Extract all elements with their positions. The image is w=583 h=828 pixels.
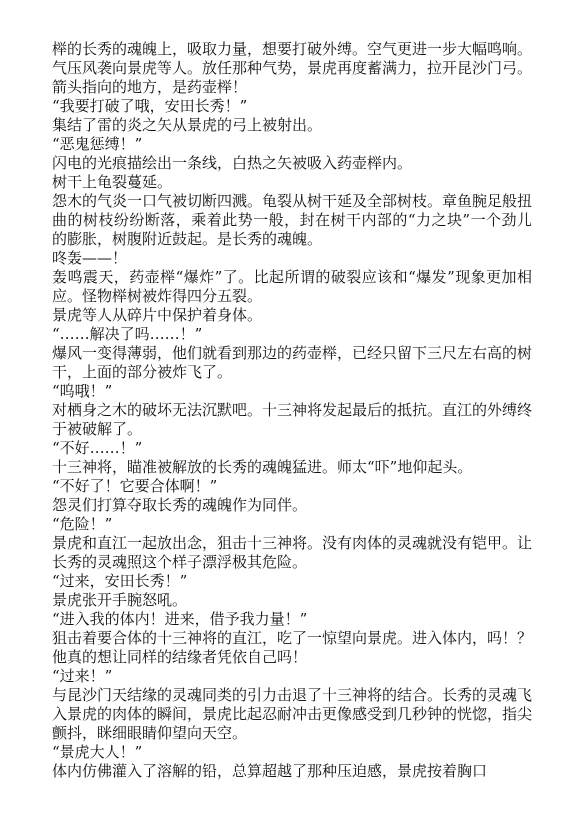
paragraph: 怨灵们打算夺取长秀的魂魄作为同伴。: [52, 496, 308, 514]
document-page: [52, 40, 532, 781]
paragraph: 对栖身之木的破坏无法沉默吧。十三神将发起最后的抵抗。直江的外缚终于被破解了。: [52, 401, 533, 438]
dialogue-line: “我要打破了哦，安田长秀！”: [52, 97, 248, 115]
paragraph: 狙击着要合体的十三神将的直江，吃了一惊望向景虎。进入体内，吗！？他真的想让同样的结缘者凭依自己吗！: [52, 629, 533, 666]
paragraph: 闪电的光痕描绘出一条线，白热之矢被吸入药壶榉内。: [52, 154, 413, 172]
sound-effect: 咚轰——！: [52, 249, 128, 267]
paragraph: 十三神将，瞄准被解放的长秀的魂魄猛进。师太“吓”地仰起头。: [52, 458, 473, 476]
dialogue-line: “恶鬼惩缚！”: [52, 135, 143, 153]
dialogue-line: “过来，安田长秀！”: [52, 572, 188, 590]
dialogue-line: “呜哦！”: [52, 382, 113, 400]
dialogue-line: “进入我的体内！进来，借予我力量！”: [52, 610, 308, 628]
paragraph: 爆风一变得薄弱，他们就看到那边的药壶榉，已经只留下三尺左右高的树干，上面的部分被炸飞了。: [52, 344, 533, 381]
dialogue-line: “危险！”: [52, 515, 113, 533]
paragraph: 怨木的气炎一口气被切断四溅。龟裂从树干延及全部树枝。章鱼腕足般扭曲的树枝纷纷断落，乘着此势一般，封在树干内部的“力之块”一个劲儿的膨胀，树腹附近鼓起。是长秀的魂魄。: [52, 192, 533, 248]
paragraph: 景虎和直江一起放出念，狙击十三神将。没有肉体的灵魂就没有铠甲。让长秀的灵魂照这个样子漂浮极其危险。: [52, 534, 533, 571]
paragraph: 榉的长秀的魂魄上，吸取力量，想要打破外缚。空气更进一步大幅鸣响。气压风袭向景虎等人。放任那种气势，景虎再度蓄满力，拉开昆沙门弓。箭头指向的地方，是药壶榉！: [52, 40, 533, 96]
paragraph: 景虎等人从碎片中保护着身体。: [52, 306, 263, 324]
paragraph: 轰鸣震天，药壶榉“爆炸”了。比起所谓的破裂应该和“爆发”现象更加相应。怪物榉树被炸得四分五裂。: [52, 268, 532, 305]
paragraph: 集结了雷的炎之矢从景虎的弓上被射出。: [52, 116, 323, 134]
paragraph: 与昆沙门天结缘的灵魂同类的引力击退了十三神将的结合。长秀的灵魂飞入景虎的肉体的瞬间，景虎比起忍耐冲击更像感受到几秒钟的恍惚，指尖颤抖，眯细眼睛仰望向天空。: [52, 686, 533, 742]
dialogue-line: “……解决了吗……！”: [52, 325, 203, 343]
dialogue-line: “过来！”: [52, 667, 113, 685]
paragraph: 树干上龟裂蔓延。: [52, 173, 173, 191]
paragraph: 体内仿佛灌入了溶解的铅，总算超越了那种压迫感，景虎按着胸口: [52, 762, 488, 780]
paragraph: 景虎张开手腕怒吼。: [52, 591, 188, 609]
dialogue-line: “不好……！”: [52, 439, 143, 457]
dialogue-line: “不好了！它要合体啊！”: [52, 477, 218, 495]
dialogue-line: “景虎大人！”: [52, 743, 143, 761]
